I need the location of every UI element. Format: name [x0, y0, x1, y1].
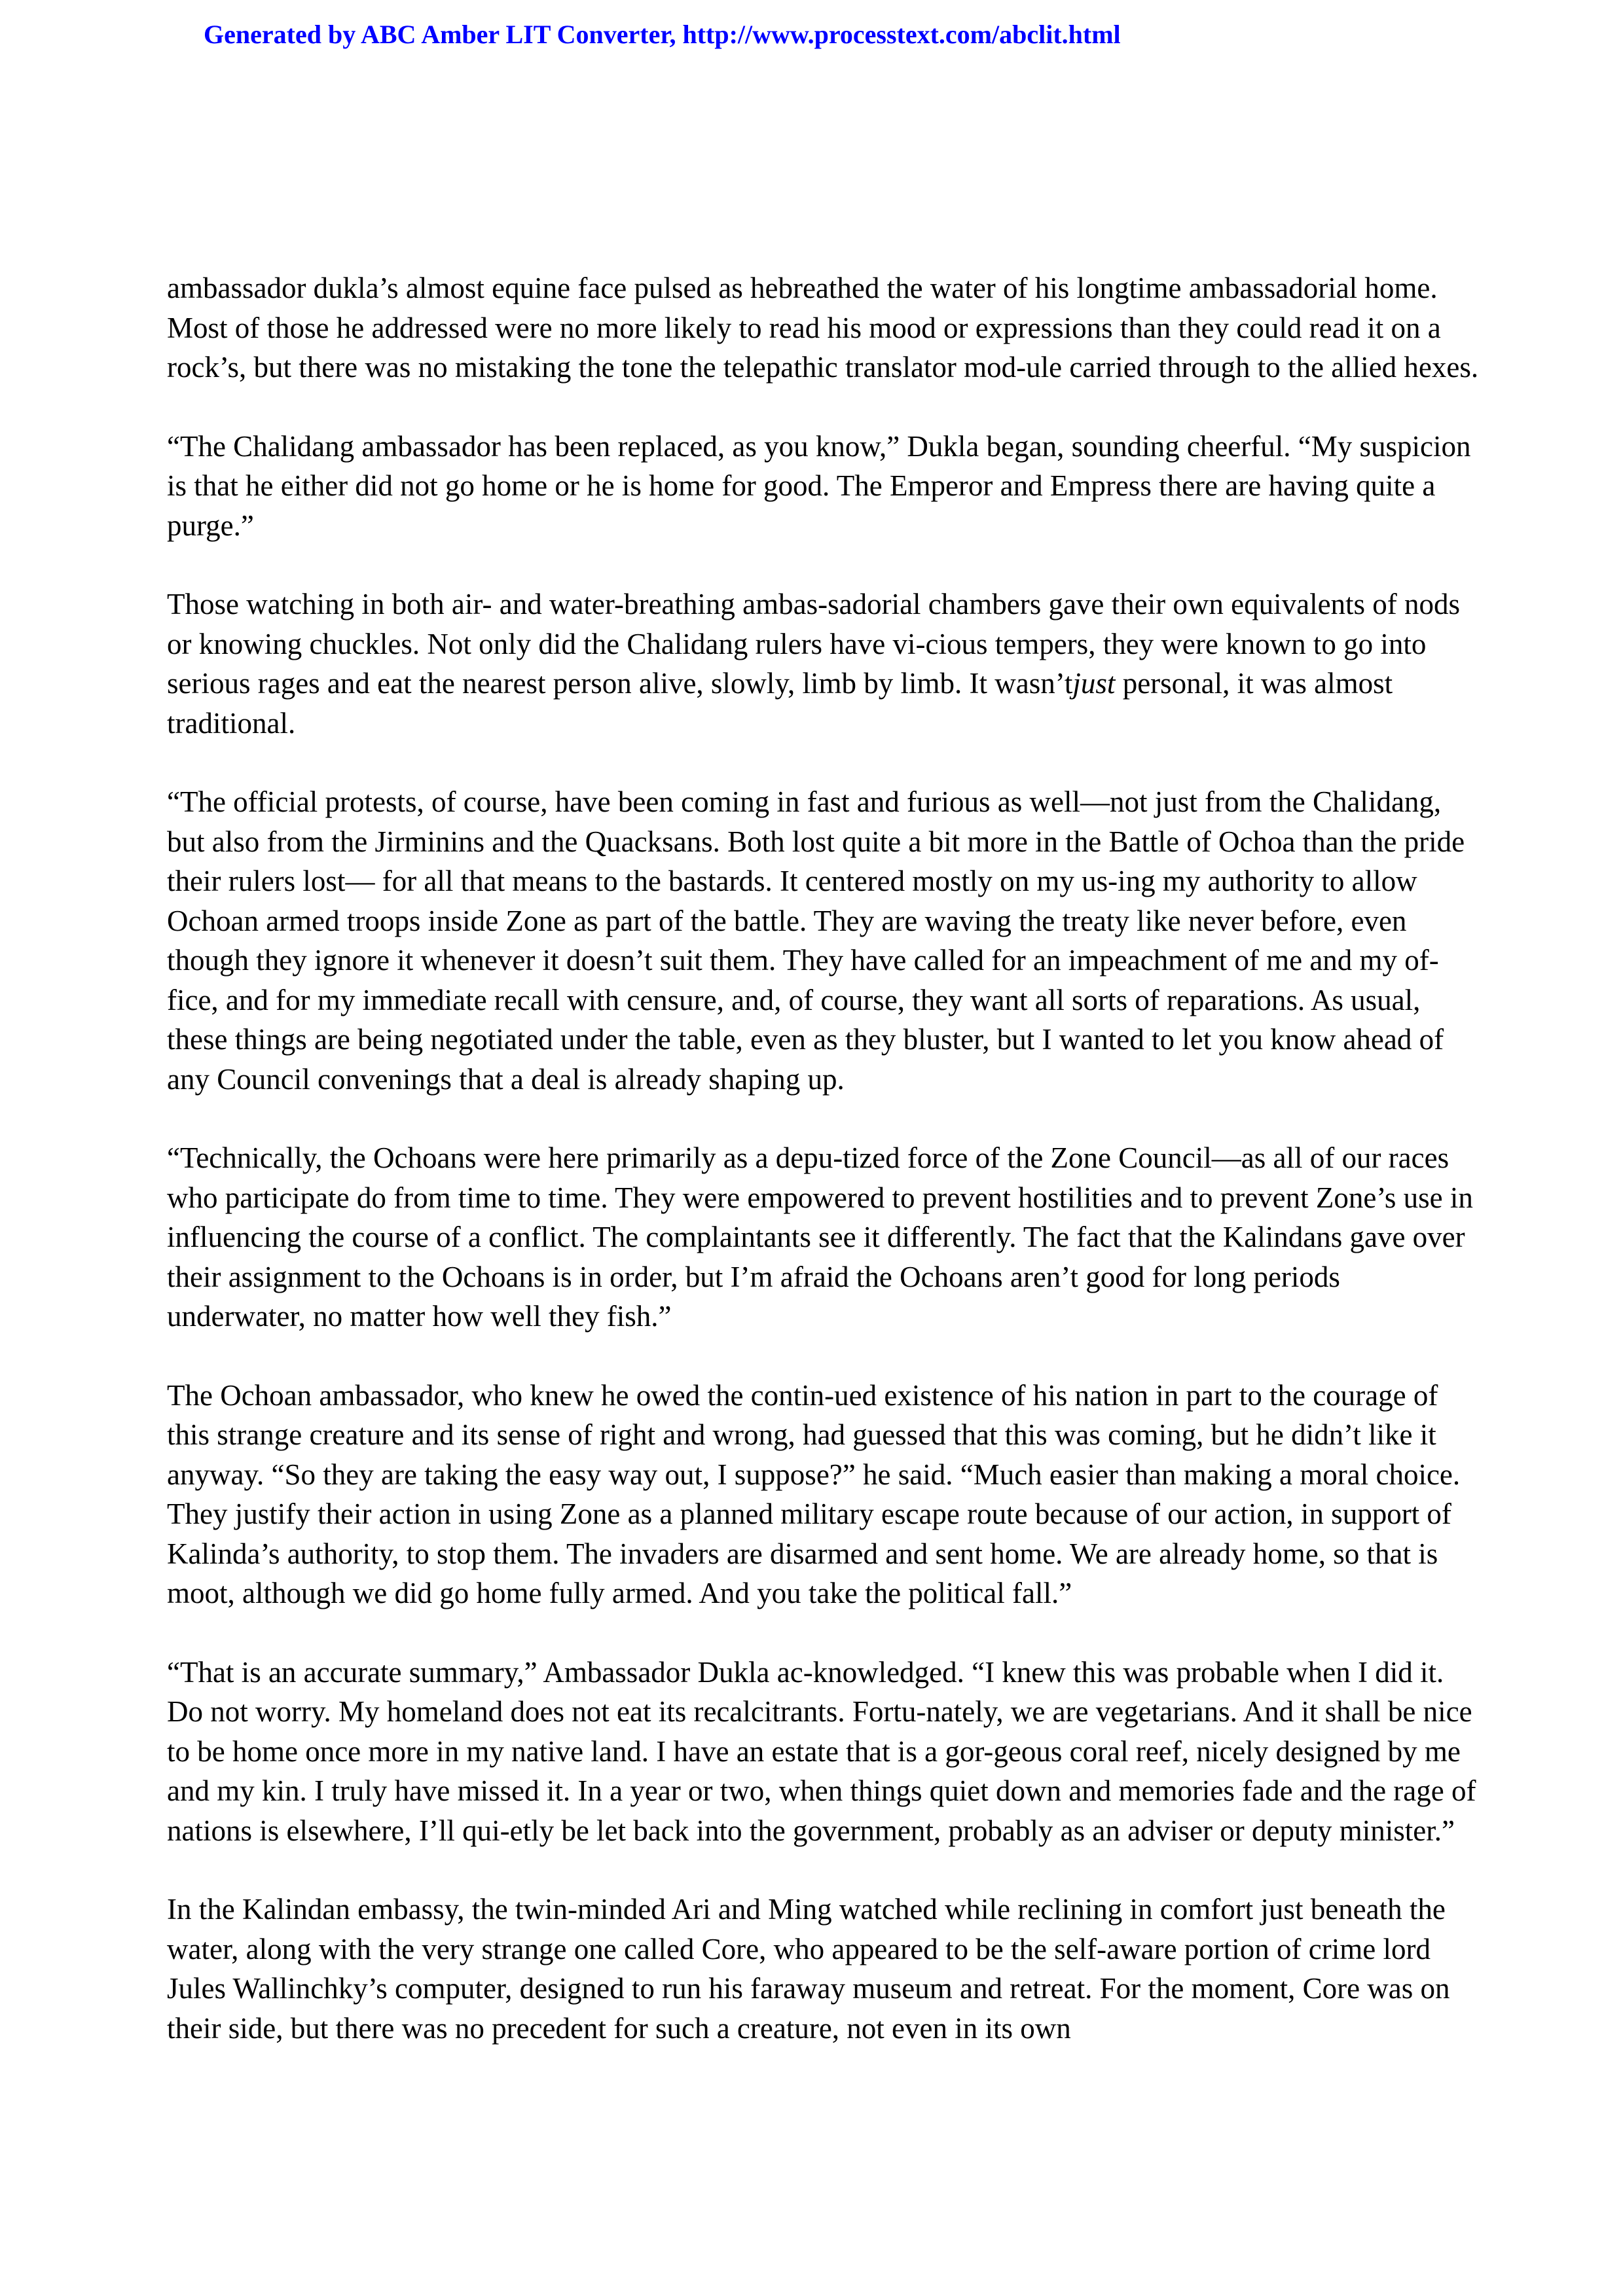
paragraph-6: The Ochoan ambassador, who knew he owed the contin-ued existence of his nation in part to the courage of this strange creature and its sense of right and wrong, had guessed that this was coming, but he didn’t like it anyway. “So they are taking the easy way out, I suppose?” he said. “Much easier than making a moral choice. They justify their action in using Zone as a planned military escape route because of our action, in support of Kalinda’s authority, to stop them. The invaders are disarmed and sent home. We are already home, so that is moot, although we did go home fully armed. And you take the political fall.”: [167, 1378, 1461, 1609]
paragraph-8: In the Kalindan embassy, the twin-minded Ari and Ming watched while reclining in comfort just beneath the water, along with the very strange one called Core, who appeared to be the self-aware portion of crime lord Jules Wallinchky’s computer, designed to run his faraway museum and retreat. For the moment, Core was on their side, but there was no precedent for such a creature, not even in its own: [167, 1893, 1450, 2045]
paragraph-5: “Technically, the Ochoans were here primarily as a depu-tized force of the Zone Council—as all of our races who participate do from time to time. They were empowered to prevent hostilities and to prevent Zone’s use in influencing the course of a conflict. The complaintants see it differently. The fact that the Kalindans gave over their assignment to the Ochoans is in order, but I’m afraid the Ochoans aren’t good for long periods underwater, no matter how well they fish.”: [167, 1141, 1473, 1333]
paragraph-7: “That is an accurate summary,” Ambassador Dukla ac-knowledged. “I knew this was probable when I did it. Do not worry. My homeland does not eat its recalcitrants. Fortu-nately, we are vegetarians. And it shall be nice to be home once more in my native land. I have an estate that is a gor-geous coral reef, nicely designed by me and my kin. I truly have missed it. In a year or two, when things quiet down and memories fade and the rage of nations is elsewhere, I’ll qui-etly be let back into the government, probably as an adviser or deputy minister.”: [167, 1655, 1476, 1847]
converter-header: Generated by ABC Amber LIT Converter, http://www.processtext.com/abclit.html: [204, 20, 1121, 49]
paragraph-3-italic: just: [1072, 667, 1116, 700]
paragraph-3-text-b: personal, it was almost traditional.: [167, 667, 1393, 740]
paragraph-1: ambassador dukla’s almost equine face pulsed as hebreathed the water of his longtime ambassadorial home. Most of those he addressed were no more likely to read his mood or expressions than they could read it on a rock’s, but there was no mistaking the tone the telepathic translator mod-ule carried through to the allied hexes.: [167, 272, 1479, 384]
body-text: [167, 268, 1483, 2087]
paragraph-3-text-a: Those watching in both air- and water-breathing ambas-sadorial chambers gave their own equivalents of nods or knowing chuckles. Not only did the Chalidang rulers have vi-cious tempers, they were known to go into serious rages and eat the nearest person alive, slowly, limb by limb. It wasn’t: [167, 588, 1461, 700]
paragraph-2: “The Chalidang ambassador has been replaced, as you know,” Dukla began, sounding cheerful. “My suspicion is that he either did not go home or he is home for good. The Emperor and Empress there are having quite a purge.”: [167, 429, 1471, 542]
paragraph-3: [167, 584, 1483, 743]
paragraph-4: “The official protests, of course, have been coming in fast and furious as well—not just from the Chalidang, but also from the Jirminins and the Quacksans. Both lost quite a bit more in the Battle of Ochoa than the pride their rulers lost— for all that means to the bastards. It centered mostly on my us-ing my authority to allow Ochoan armed troops inside Zone as part of the battle. They are waving the treaty like never before, even though they ignore it whenever it doesn’t suit them. They have called for an impeachment of me and my of-fice, and for my immediate recall with censure, and, of course, they want all sorts of reparations. As usual, these things are being negotiated under the table, even as they bluster, but I wanted to let you know ahead of any Council convenings that a deal is already shaping up.: [167, 785, 1465, 1096]
